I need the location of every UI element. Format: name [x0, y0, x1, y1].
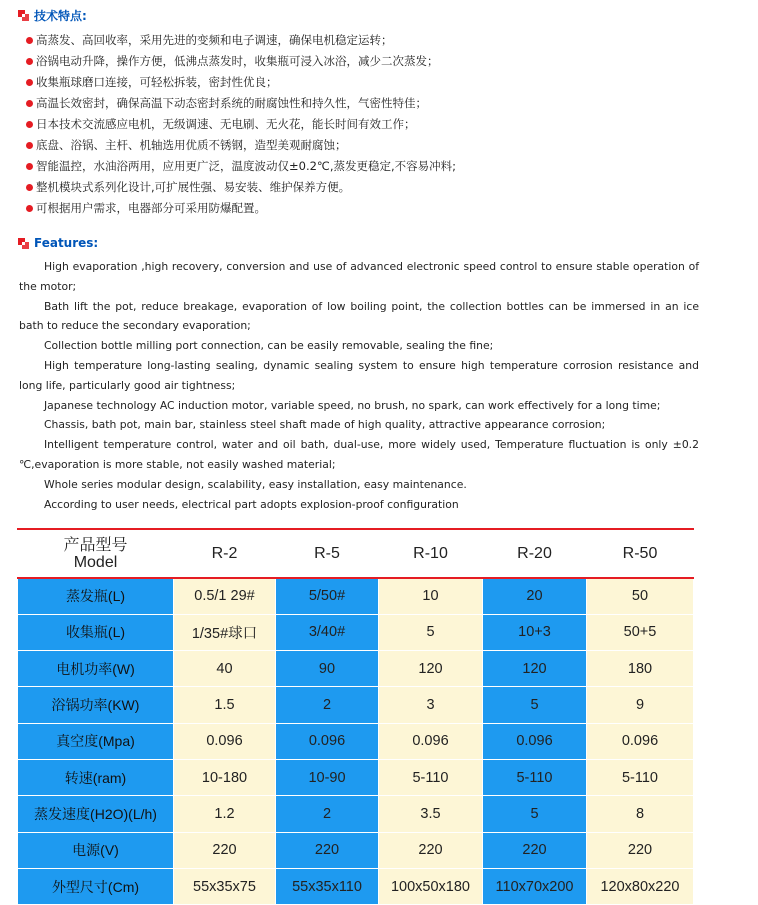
table-cell: 9 [587, 687, 694, 723]
table-cell: 3 [379, 687, 483, 723]
table-cell: 50 [587, 578, 694, 614]
table-cell: 20 [483, 578, 587, 614]
feature-paragraph: Intelligent temperature control, water and oil bath, dual-use, more widely used, Temperature fluctuation is only ±0.2 ℃,evaporation is more stable, not easily washed material; [19, 438, 699, 471]
feature-paragraph: Chassis, bath pot, main bar, stainless steel shaft made of high quality, attractive appearance corrosion; [44, 418, 606, 432]
spec-table [17, 528, 694, 905]
table-cell: 220 [174, 832, 276, 868]
row-label: 电机功率(W) [18, 651, 174, 687]
feature-paragraph: Collection bottle milling port connection, can be easily removable, sealing the fine; [44, 339, 494, 353]
bullet-icon [26, 163, 33, 170]
table-cell: 1/35#球口 [174, 614, 276, 650]
table-row [18, 832, 694, 868]
table-cell: 10 [379, 578, 483, 614]
bullet-icon [26, 142, 33, 149]
table-cell: 120x80x220 [587, 868, 694, 904]
table-cell: 90 [276, 651, 379, 687]
model-column-header: R-50 [587, 529, 694, 578]
table-cell: 0.096 [483, 723, 587, 759]
tech-feature-item [26, 93, 456, 114]
row-label: 蒸发瓶(L) [18, 578, 174, 614]
table-cell: 0.096 [379, 723, 483, 759]
table-row [18, 759, 694, 795]
table-row [18, 578, 694, 614]
table-row [18, 687, 694, 723]
model-header-cn: 产品型号 [63, 536, 128, 554]
feature-paragraph: Japanese technology AC induction motor, variable speed, no brush, no spark, can work effectively for a long time; [44, 398, 661, 412]
model-column-header: R-20 [483, 529, 587, 578]
table-cell: 10-90 [276, 759, 379, 795]
table-cell: 0.096 [276, 723, 379, 759]
table-cell: 110x70x200 [483, 868, 587, 904]
bullet-icon [26, 121, 33, 128]
feature-paragraph: High temperature long-lasting sealing, dynamic sealing system to ensure high temperature corrosion resistance and long life, particularly good air tightness; [19, 358, 699, 392]
features-heading-text: Features: [34, 236, 99, 250]
feature-paragraph: High evaporation ,high recovery, conversion and use of advanced electronic speed control to ensure stable operation of the motor; [19, 260, 699, 293]
feature-paragraph: Bath lift the pot, reduce breakage, evaporation of low boiling point, the collection bottles can be immersed in an ice bath to reduce the secondary evaporation; [19, 299, 699, 333]
tech-feature-item [26, 30, 456, 51]
bullet-icon [26, 184, 33, 191]
tech-feature-text: 日本技术交流感应电机，无级调速、无电刷、无火花，能长时间有效工作； [36, 117, 416, 131]
tech-feature-item [26, 156, 456, 177]
table-cell: 55x35x75 [174, 868, 276, 904]
features-heading [18, 236, 98, 250]
table-cell: 220 [483, 832, 587, 868]
row-label: 蒸发速度(H2O)(L/h) [18, 796, 174, 832]
row-label: 外型尺寸(Cm) [18, 868, 174, 904]
table-cell: 5 [379, 614, 483, 650]
table-header-row [18, 529, 694, 578]
tech-feature-text: 高温长效密封，确保高温下动态密封系统的耐腐蚀性和持久性，气密性特佳； [36, 96, 427, 110]
tech-feature-item [26, 72, 456, 93]
table-row [18, 796, 694, 832]
table-cell: 100x50x180 [379, 868, 483, 904]
table-cell: 5-110 [379, 759, 483, 795]
table-cell: 10-180 [174, 759, 276, 795]
tech-feature-text: 高蒸发、高回收率，采用先进的变频和电子调速，确保电机稳定运转； [36, 33, 393, 47]
tech-feature-item [26, 177, 456, 198]
feature-paragraph: Whole series modular design, scalability, easy installation, easy maintenance. [44, 477, 467, 491]
tech-features-heading-text: 技术特点: [34, 9, 87, 23]
bullet-icon [26, 100, 33, 107]
table-cell: 220 [276, 832, 379, 868]
row-label: 浴锅功率(KW) [18, 687, 174, 723]
row-label: 转速(ram) [18, 759, 174, 795]
table-cell: 50+5 [587, 614, 694, 650]
table-cell: 55x35x110 [276, 868, 379, 904]
tech-feature-text: 智能温控，水油浴两用，应用更广泛，温度波动仅±0.2℃,蒸发更稳定,不容易冲料; [36, 159, 457, 173]
red-square-icon [18, 238, 29, 249]
feature-paragraph: According to user needs, electrical part adopts explosion-proof configuration [44, 497, 459, 511]
table-cell: 10+3 [483, 614, 587, 650]
tech-feature-item [26, 51, 456, 72]
bullet-icon [26, 37, 33, 44]
table-cell: 220 [379, 832, 483, 868]
bullet-icon [26, 79, 33, 86]
table-cell: 5-110 [483, 759, 587, 795]
tech-feature-text: 收集瓶球磨口连接，可轻松拆装，密封性优良； [36, 75, 278, 89]
table-cell: 5 [483, 796, 587, 832]
table-cell: 5-110 [587, 759, 694, 795]
tech-feature-text: 可根据用户需求，电器部分可采用防爆配置。 [36, 201, 266, 215]
table-cell: 3/40# [276, 614, 379, 650]
tech-feature-item [26, 198, 456, 219]
table-cell: 1.2 [174, 796, 276, 832]
table-cell: 0.096 [174, 723, 276, 759]
table-cell: 40 [174, 651, 276, 687]
table-cell: 180 [587, 651, 694, 687]
table-cell: 120 [379, 651, 483, 687]
table-cell: 8 [587, 796, 694, 832]
row-label: 真空度(Mpa) [18, 723, 174, 759]
table-row [18, 723, 694, 759]
table-cell: 2 [276, 796, 379, 832]
table-cell: 120 [483, 651, 587, 687]
table-cell: 3.5 [379, 796, 483, 832]
bullet-icon [26, 205, 33, 212]
row-label: 收集瓶(L) [18, 614, 174, 650]
table-cell: 0.096 [587, 723, 694, 759]
model-header-en: Model [73, 553, 118, 571]
model-column-header: R-2 [174, 529, 276, 578]
table-cell: 5/50# [276, 578, 379, 614]
features-text [19, 257, 699, 514]
red-square-icon [18, 10, 29, 21]
tech-feature-text: 整机模块式系列化设计,可扩展性强、易安装、维护保养方便。 [36, 180, 351, 194]
table-cell: 1.5 [174, 687, 276, 723]
table-cell: 0.5/1 29# [174, 578, 276, 614]
tech-features-heading [18, 7, 87, 24]
table-cell: 2 [276, 687, 379, 723]
table-row [18, 868, 694, 904]
model-column-header: R-10 [379, 529, 483, 578]
model-header [18, 529, 174, 578]
table-cell: 5 [483, 687, 587, 723]
tech-feature-item [26, 114, 456, 135]
table-cell: 220 [587, 832, 694, 868]
model-column-header: R-5 [276, 529, 379, 578]
table-row [18, 651, 694, 687]
table-row [18, 614, 694, 650]
row-label: 电源(V) [18, 832, 174, 868]
bullet-icon [26, 58, 33, 65]
tech-feature-item [26, 135, 456, 156]
tech-feature-text: 底盘、浴锅、主杆、机轴选用优质不锈钢，造型美观耐腐蚀； [36, 138, 347, 152]
tech-features-list [26, 30, 456, 219]
tech-feature-text: 浴锅电动升降，操作方便，低沸点蒸发时，收集瓶可浸入冰浴，减少二次蒸发； [36, 54, 439, 68]
